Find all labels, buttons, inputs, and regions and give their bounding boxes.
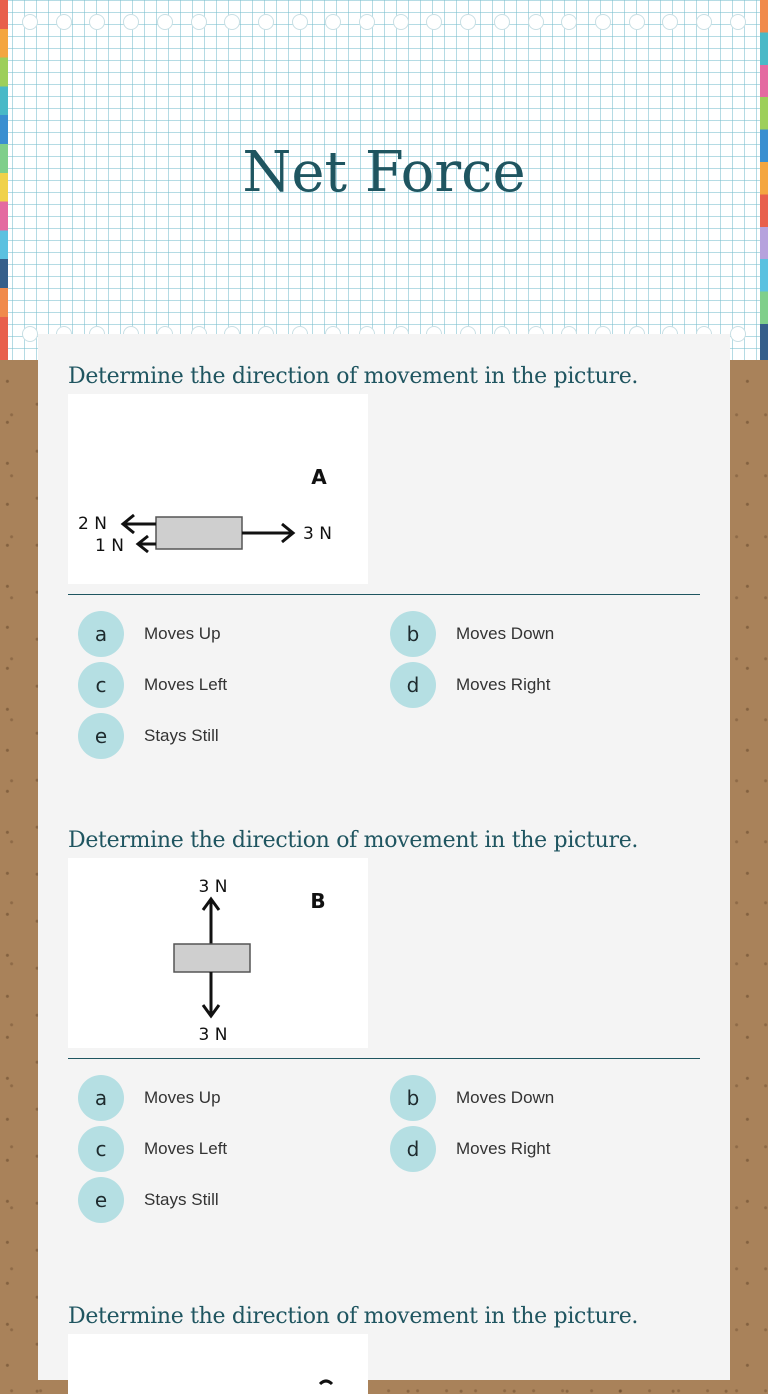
figure-label: A <box>311 465 327 489</box>
force-label: 2 N <box>78 514 107 534</box>
force-label: 3 N <box>303 524 332 544</box>
choice-label: Stays Still <box>144 726 219 745</box>
choice-label: Stays Still <box>144 1190 219 1209</box>
arrow-right-icon <box>242 524 293 542</box>
choice-a[interactable] <box>78 611 221 657</box>
answer-choices <box>68 595 700 765</box>
choice-label: Moves Up <box>144 1088 221 1107</box>
question-2 <box>68 826 700 1229</box>
question-prompt: Determine the direction of movement in the picture. <box>68 828 639 853</box>
force-diagram-c <box>68 1334 368 1394</box>
choice-b[interactable] <box>390 611 554 657</box>
choice-label: Moves Right <box>456 675 551 694</box>
block <box>174 944 250 972</box>
choice-letter: c <box>78 662 124 708</box>
question-prompt: Determine the direction of movement in the picture. <box>68 364 639 389</box>
worksheet-paper <box>38 334 730 1380</box>
binder-holes-top <box>22 14 746 32</box>
choice-c[interactable] <box>78 662 227 708</box>
force-label: 1 N <box>95 536 124 556</box>
question-3 <box>68 1302 700 1394</box>
choice-d[interactable] <box>390 662 550 708</box>
choice-e[interactable] <box>78 713 219 759</box>
choice-letter: a <box>78 611 124 657</box>
choice-letter: b <box>390 611 436 657</box>
choice-letter: d <box>390 1126 436 1172</box>
question-prompt: Determine the direction of movement in the picture. <box>68 1304 639 1329</box>
force-diagram-a <box>68 394 368 584</box>
choice-label: Moves Left <box>144 1139 228 1158</box>
choice-letter: c <box>78 1126 124 1172</box>
force-label: 3 N <box>198 877 228 897</box>
choice-letter: b <box>390 1075 436 1121</box>
figure-label: B <box>310 889 326 913</box>
choice-letter: e <box>78 713 124 759</box>
block <box>156 517 242 549</box>
question-1 <box>68 362 700 765</box>
force-label: 3 N <box>198 1025 228 1045</box>
choice-label: Moves Left <box>144 675 228 694</box>
choice-letter: a <box>78 1075 124 1121</box>
choice-label: Moves Right <box>456 1139 551 1158</box>
choice-letter: e <box>78 1177 124 1223</box>
choice-letter: d <box>390 662 436 708</box>
choice-d[interactable] <box>390 1126 550 1172</box>
choice-a[interactable] <box>78 1075 221 1121</box>
choice-e[interactable] <box>78 1177 219 1223</box>
arrow-up-icon <box>203 899 219 944</box>
page-title: Net Force <box>242 140 526 205</box>
choice-label: Moves Down <box>456 624 555 643</box>
choice-label: Moves Down <box>456 1088 555 1107</box>
choice-b[interactable] <box>390 1075 554 1121</box>
answer-choices <box>68 1059 700 1229</box>
worksheet-header <box>0 0 768 360</box>
arrow-left-icon <box>123 515 156 552</box>
choice-label: Moves Up <box>144 624 221 643</box>
force-diagram-b <box>68 858 368 1048</box>
arrow-down-icon <box>203 972 219 1016</box>
choice-c[interactable] <box>78 1126 227 1172</box>
